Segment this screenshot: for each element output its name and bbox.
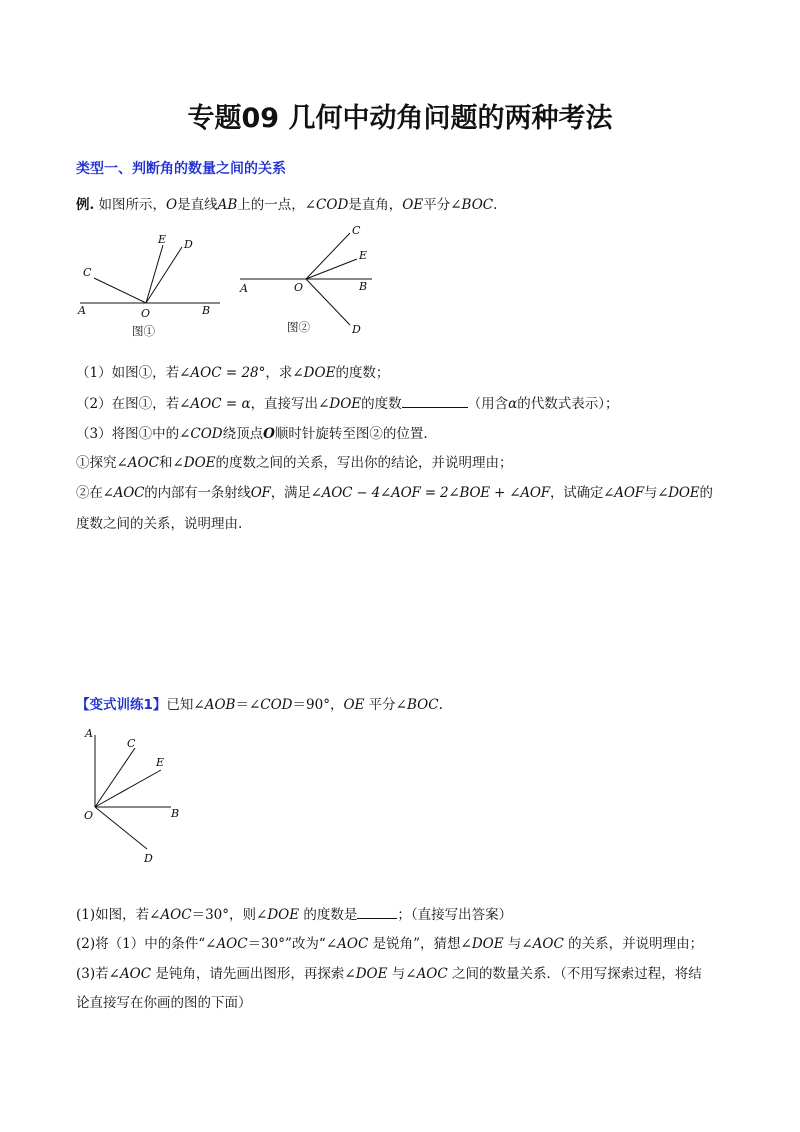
text: 将（1）中的条件“∠ — [95, 936, 217, 952]
text: ；（直接写出答案） — [397, 907, 513, 923]
ray-oe: OE — [343, 697, 365, 713]
text: 平分 — [423, 197, 451, 213]
text: 的关系，并说明理由； — [563, 936, 704, 952]
text: 的度数之间的关系，写出你的结论，并说明理由； — [215, 455, 513, 471]
ray-oc — [95, 748, 135, 807]
label-a: A — [85, 727, 93, 740]
text: 已知∠ — [166, 697, 205, 713]
figure-1-caption: 图① — [132, 324, 155, 338]
angle-doe: ∠DOE — [318, 396, 362, 412]
question-3-part-2 — [76, 481, 713, 501]
label-o: O — [294, 281, 304, 294]
text: ，试确定 — [549, 485, 604, 501]
answer-blank[interactable] — [357, 906, 397, 919]
label-b: B — [171, 807, 180, 820]
variant-question-3 — [76, 962, 702, 982]
ray-od — [306, 279, 350, 325]
angle-aoc: AOC — [119, 966, 152, 982]
text: 的内部有一条射线 — [144, 485, 251, 501]
angle-boc: ∠BOC — [450, 197, 494, 213]
label-d: D — [144, 852, 153, 865]
label-c: C — [352, 225, 361, 237]
text: 如图，若∠ — [95, 907, 161, 923]
text: ＝90°， — [292, 697, 344, 713]
ray-od — [146, 247, 182, 303]
angle-doe: DOE — [267, 907, 300, 923]
question-number: (2) — [76, 936, 96, 952]
angle-aoc: AOC — [160, 907, 192, 923]
angle-doe: ∠DOE — [292, 365, 336, 381]
angle-cod: ∠COD — [304, 197, 349, 213]
label-b: B — [359, 280, 368, 293]
text: 与∠ — [387, 966, 417, 982]
angle-doe: ∠DOE — [172, 455, 216, 471]
figure-3 — [75, 725, 195, 870]
text: 顺时针旋转至图②的位置. — [274, 426, 428, 442]
question-3-part-2-cont: 度数之间的关系，说明理由. — [76, 516, 243, 532]
page-title: 专题09 几何中动角问题的两种考法 — [187, 103, 613, 134]
point-o: O — [263, 426, 275, 442]
text: 和 — [158, 455, 173, 471]
text: ，直接写出 — [250, 396, 319, 412]
text: . — [493, 197, 498, 213]
text: 的度数； — [335, 365, 390, 381]
angle-aoc: AOC — [416, 966, 448, 982]
text: 将图①中的 — [111, 426, 180, 442]
ray-of: OF — [250, 485, 271, 501]
text: ，满足 — [270, 485, 311, 501]
text: ＝30°，则∠ — [191, 907, 268, 923]
math-expression: ∠AOC = 28° — [179, 365, 266, 381]
angle-aoc: ∠AOC — [116, 455, 159, 471]
text: 如图①，若 — [111, 365, 180, 381]
section-heading: 类型一、判断角的数量之间的关系 — [76, 161, 286, 177]
text: 绕顶点 — [222, 426, 264, 442]
text: 是直线 — [177, 197, 218, 213]
label-c: C — [83, 266, 92, 279]
label-b: B — [202, 304, 211, 317]
label-o: O — [84, 809, 94, 822]
figure-1 — [77, 233, 220, 338]
label-d: D — [352, 323, 361, 336]
example-dot: . — [89, 197, 95, 213]
text: 与∠ — [503, 936, 533, 952]
variant-question-2 — [76, 932, 703, 952]
variant-statement — [76, 693, 443, 713]
alpha-symbol: α — [508, 396, 518, 412]
figure-2 — [239, 225, 372, 336]
question-number: (3) — [76, 966, 96, 982]
label-a: A — [240, 282, 248, 295]
angle-cod: ∠COD — [179, 426, 223, 442]
label-d: D — [184, 238, 193, 251]
text: 是锐角”，猜想∠ — [368, 936, 472, 952]
figures-1-2 — [70, 225, 390, 345]
angle-doe: DOE — [471, 936, 504, 952]
line-ab: AB — [217, 197, 238, 213]
angle-aoc: AOC — [337, 936, 369, 952]
label-e: E — [158, 233, 167, 246]
question-1 — [76, 361, 389, 381]
variant-tag: 【变式训练1】 — [76, 697, 167, 713]
question-number: (1) — [76, 907, 96, 923]
text: . — [438, 697, 443, 713]
answer-blank[interactable] — [402, 395, 468, 408]
label-c: C — [127, 737, 136, 750]
question-number: （2） — [76, 396, 112, 412]
label-e: E — [156, 756, 165, 769]
angle-aof: ∠AOF — [603, 485, 644, 501]
question-2 — [76, 392, 619, 412]
ray-oe — [95, 770, 161, 807]
text: ＝30°”改为“∠ — [247, 936, 338, 952]
angle-boc: BOC — [407, 697, 439, 713]
math-expression: ∠AOC = α — [179, 396, 251, 412]
text: 若∠ — [95, 966, 120, 982]
question-number: （1） — [76, 365, 112, 381]
text: ＝∠ — [235, 697, 261, 713]
question-number: （3） — [76, 426, 112, 442]
example-statement — [76, 193, 497, 213]
text: 在图①，若 — [111, 396, 180, 412]
text: ②在 — [76, 485, 103, 501]
label-o: O — [141, 307, 151, 320]
label-a: A — [78, 304, 86, 317]
text: 的代数式表示）； — [517, 396, 619, 412]
example-label: 例 — [76, 197, 90, 213]
text: 平分∠ — [364, 697, 407, 713]
variant-question-1 — [76, 903, 512, 923]
angle-aoc: AOC — [216, 936, 248, 952]
variant-question-3-cont: 论直接写在你画的图的下面） — [76, 995, 252, 1011]
ray-oc — [306, 233, 350, 279]
text: 的度数是 — [299, 907, 358, 923]
angle-aoc: AOC — [532, 936, 564, 952]
text: ①探究 — [76, 455, 117, 471]
math-expression: ∠AOC − 4∠AOF = 2∠BOE + ∠AOF — [310, 485, 550, 501]
ray-oe — [146, 245, 163, 303]
angle-doe: ∠DOE — [657, 485, 700, 501]
text: （用含 — [467, 396, 509, 412]
text: 的 — [699, 485, 713, 501]
ray-oe: OE — [402, 197, 424, 213]
text: 是钝角，请先画出图形，再探索∠ — [151, 966, 356, 982]
text: 是直角， — [348, 197, 403, 213]
text: ，求 — [265, 365, 293, 381]
text: 如图所示， — [98, 197, 166, 213]
angle-aob: AOB — [204, 697, 236, 713]
ray-od — [95, 807, 147, 849]
text: 与 — [643, 485, 658, 501]
ray-oe — [306, 259, 357, 279]
angle-aoc: ∠AOC — [102, 485, 145, 501]
question-3-part-1 — [76, 451, 513, 471]
text: 上的一点， — [237, 197, 305, 213]
point-o: O — [166, 197, 178, 213]
figure-2-caption: 图② — [287, 320, 310, 334]
text: 之间的数量关系．（不用写探索过程，将结 — [447, 966, 702, 982]
text: 的度数 — [361, 396, 402, 412]
angle-cod: COD — [260, 697, 293, 713]
angle-doe: DOE — [355, 966, 388, 982]
ray-oc — [94, 278, 146, 303]
label-e: E — [359, 249, 368, 262]
question-3 — [76, 422, 428, 442]
